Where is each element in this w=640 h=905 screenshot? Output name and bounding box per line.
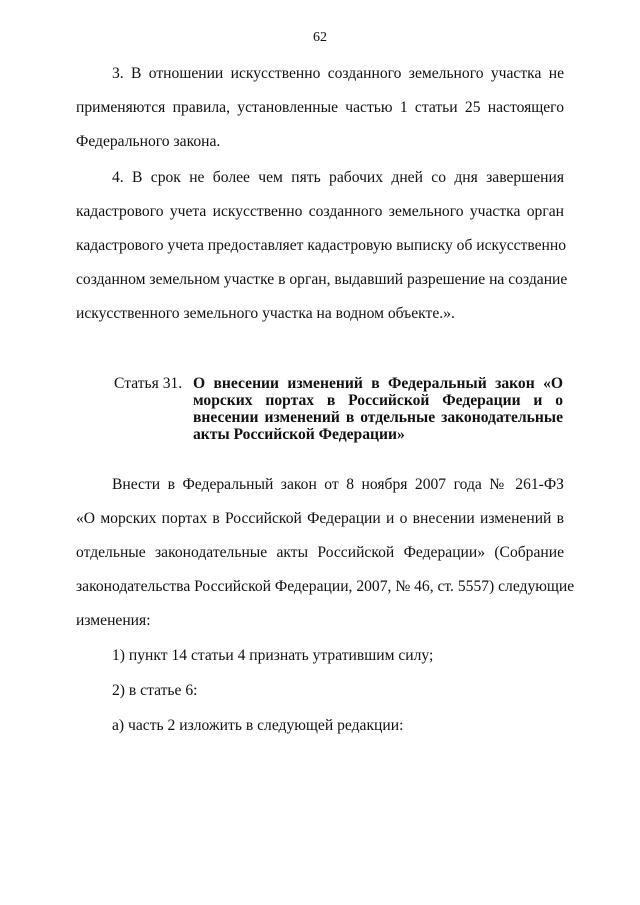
paragraph-4-line-1: 4. В срок не более чем пять рабочих дней со дня завершения <box>112 169 564 186</box>
intro-line-1: Внести в Федеральный закон от 8 ноября 2007 года № 261-ФЗ <box>112 476 564 493</box>
intro-line-2: «О морских портах в Российской Федерации и о внесении изменений в <box>76 510 564 527</box>
list-item: 1) пункт 14 статьи 4 признать утратившим силу; <box>112 647 434 664</box>
article-title-line-3: внесении изменений в отдельные законодательные <box>193 409 563 426</box>
page-number: 62 <box>313 30 327 45</box>
article-title-line-4: акты Российской Федерации» <box>193 426 405 443</box>
intro-line-4: законодательства Российской Федерации, 2007, № 46, ст. 5557) следующие <box>76 578 575 595</box>
paragraph-4-line-5: искусственного земельного участка на водном объекте.». <box>76 305 455 322</box>
paragraph-3-line-2: применяются правила, установленные частью 1 статьи 25 настоящего <box>76 99 564 116</box>
intro-line-5: изменения: <box>76 612 151 629</box>
list-item: 2) в статье 6: <box>112 682 198 699</box>
article-title-line-1: О внесении изменений в Федеральный закон «О <box>193 375 563 392</box>
article-label: Статья 31. <box>114 375 183 392</box>
paragraph-4-line-3: кадастрового учета предоставляет кадастровую выписку об искусственно <box>76 237 567 254</box>
article-title-line-2: морских портах в Российской Федерации и о <box>193 392 563 409</box>
list-item: а) часть 2 изложить в следующей редакции: <box>112 717 404 734</box>
paragraph-3-line-3: Федерального закона. <box>76 133 221 150</box>
paragraph-3-line-1: 3. В отношении искусственно созданного земельного участка не <box>112 65 564 82</box>
paragraph-4-line-4: созданном земельном участке в орган, выдавший разрешение на создание <box>76 271 568 288</box>
intro-line-3: отдельные законодательные акты Российской Федерации» (Собрание <box>76 544 564 561</box>
paragraph-4-line-2: кадастрового учета искусственно созданного земельного участка орган <box>76 203 564 220</box>
article-title <box>193 375 563 443</box>
